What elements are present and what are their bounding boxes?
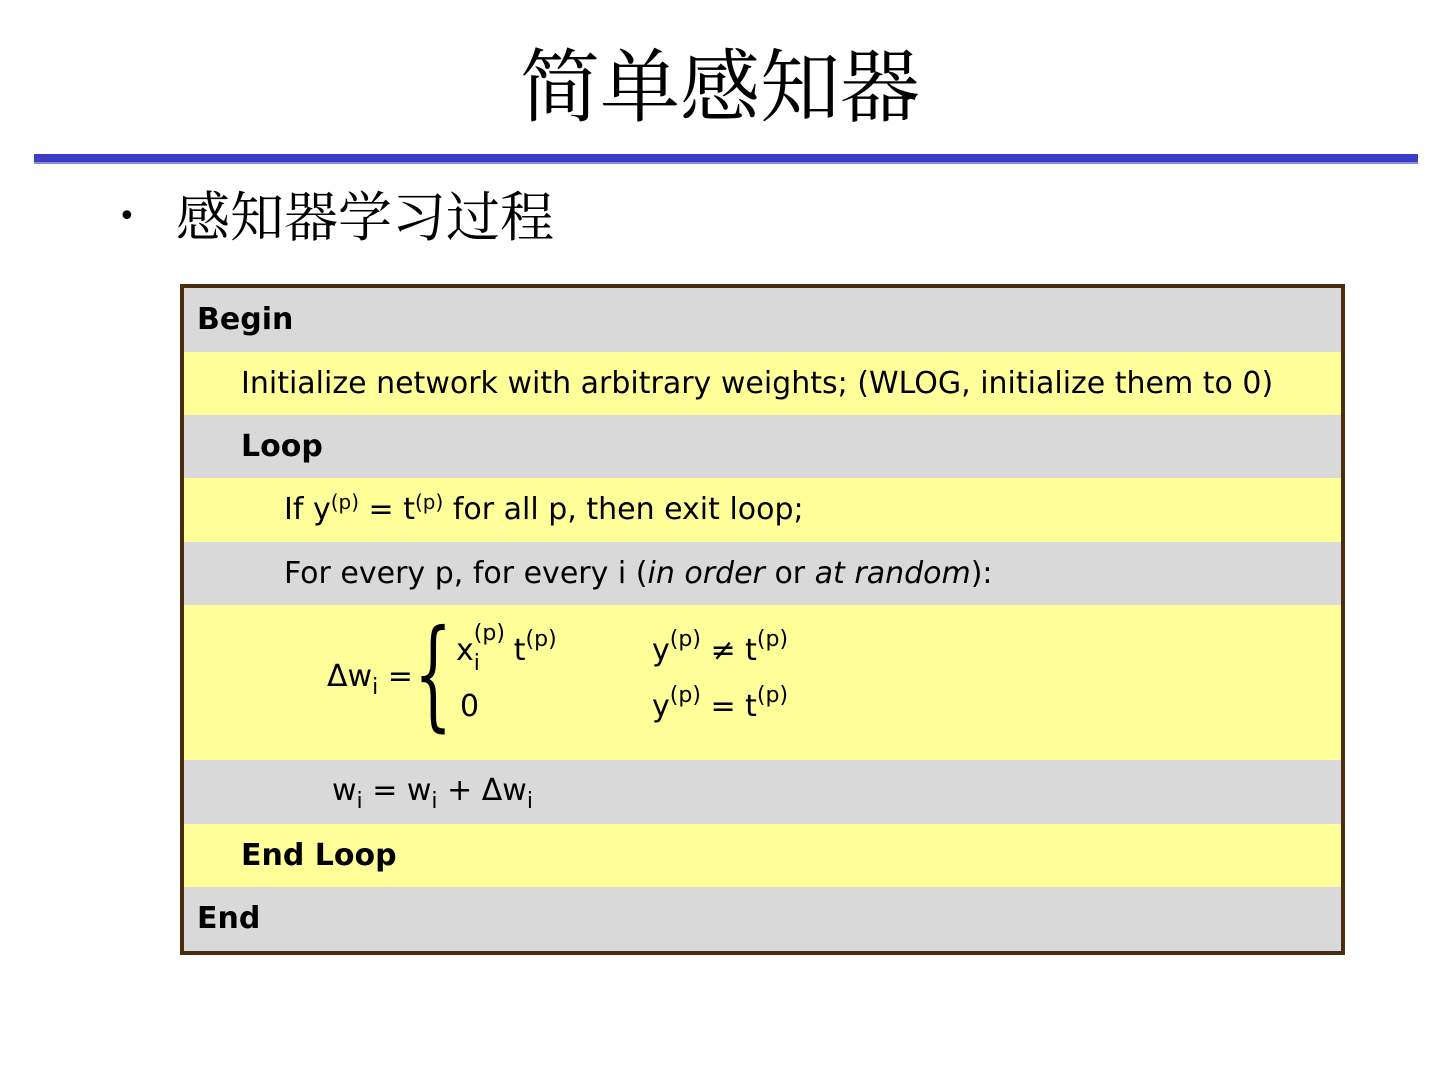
- slide-title: 简单感知器: [520, 41, 920, 134]
- init-text: Initialize network with arbitrary weights; (WLOG, initialize them to 0): [241, 365, 1274, 401]
- case1-value: x i (p) $t^{(p)}$: [456, 621, 557, 676]
- bullet-icon: •: [118, 199, 136, 234]
- delta-lhs: $\Delta w_i$ =: [327, 659, 413, 700]
- row-initialize: [184, 352, 1341, 415]
- begin-label: Begin: [197, 302, 294, 337]
- brace-icon: {: [414, 605, 453, 744]
- loop-label: Loop: [241, 428, 323, 464]
- end-label: End: [197, 901, 261, 936]
- title-underline-shadow: [34, 162, 1418, 164]
- algorithm-box: [180, 284, 1345, 955]
- row-end-loop: [184, 824, 1341, 887]
- case2-value: 0: [460, 689, 480, 724]
- title-underline: [34, 154, 1418, 162]
- for-text: For every p, for every i (in order or at random):: [284, 555, 993, 591]
- bullet-text: 感知器学习过程: [176, 186, 554, 249]
- row-end: [184, 887, 1341, 951]
- row-update: [184, 760, 1341, 824]
- update-formula: $w_i = w_i + \Delta w_i$: [332, 772, 533, 814]
- case1-condition: $y^{(p)} \ne t^{(p)}$: [652, 627, 789, 668]
- row-if: [184, 478, 1341, 542]
- row-begin: [184, 288, 1341, 352]
- end-loop-label: End Loop: [241, 837, 397, 873]
- if-text: If $y^{(p)} = t^{(p)}$ for all p, then exit loop;: [284, 490, 804, 527]
- row-for: [184, 542, 1341, 605]
- case2-condition: $y^{(p)} = t^{(p)}$: [652, 683, 789, 724]
- row-loop: [184, 415, 1341, 478]
- row-delta-formula: [184, 605, 1341, 760]
